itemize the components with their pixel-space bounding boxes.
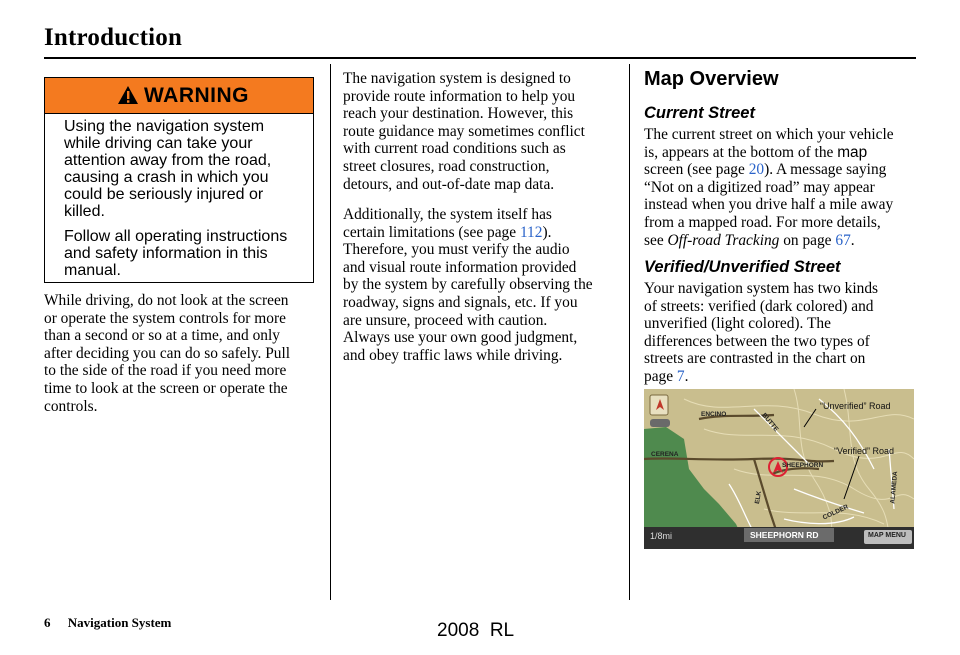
street-label-elk: ELK	[753, 490, 764, 505]
street-label-cerena: CERENA	[651, 451, 679, 458]
warning-text-2: Follow all operating instructions and safety information in this manual.	[64, 228, 288, 279]
warning-triangle-icon	[117, 85, 139, 105]
warning-box	[44, 77, 314, 283]
page-link-20[interactable]: 20	[748, 161, 765, 179]
map-menu-button: MAP MENU	[868, 532, 906, 539]
system-limits-paragraph-2: Additionally, the system itself has certain limitations (see page 112). Therefore, you must verify the audio and visual route information provided by the system by carefully observing the roadway, signs and signals, etc. If you are unsure, proceed with caution. Always use your own good judgment, and obey traffic laws while driving.	[343, 206, 593, 364]
page-title: Introduction	[44, 24, 183, 51]
column-divider-1	[330, 64, 331, 600]
map-graphic	[644, 389, 914, 549]
warning-header	[45, 78, 313, 114]
street-label-butte: BUTTE	[760, 411, 780, 434]
street-label-encino: ENCINO	[701, 411, 727, 418]
warning-label: WARNING	[144, 84, 249, 107]
unverified-road-callout: “Unverified” Road	[820, 401, 891, 411]
warning-text-1: Using the navigation system while driving can take your attention away from the road, causing a crash in which you could be seriously injured or killed.	[64, 118, 272, 220]
street-label-sheephorn: SHEEPHORN	[782, 462, 824, 469]
verified-street-paragraph: Your navigation system has two kinds of streets: verified (dark colored) and unverified (light colored). The differences between the two types of streets are contrasted in the chart on page 7.	[644, 280, 878, 385]
footer-section-name: Navigation System	[67, 615, 172, 630]
page-footer	[44, 615, 171, 631]
page-link-67[interactable]: 67	[835, 231, 851, 249]
column-divider-2	[629, 64, 630, 600]
driving-caution-paragraph: While driving, do not look at the screen or operate the system controls for more than a second or so at a time, and only after deciding you can do so safely. Pull to the side of the road if you need more time to look at the screen or operate the controls.	[44, 292, 291, 415]
footer-model-label: 2008 RL	[437, 620, 515, 641]
section-title-map-overview: Map Overview	[644, 68, 779, 90]
page-number: 6	[44, 615, 51, 630]
north-arrow-icon	[653, 397, 667, 413]
street-label-colder: COLDER	[821, 503, 850, 522]
street-label-alameda: ALAMEDA	[889, 471, 900, 504]
subsection-title-verified-street: Verified/Unverified Street	[644, 258, 841, 276]
system-limits-paragraph-1: The navigation system is designed to provide route information to help you reach your destination. However, this route guidance may sometimes conflict with current road conditions such as street closures, road construction, detours, and out-of-date map data.	[343, 70, 585, 193]
verified-road-callout: “Verified” Road	[834, 446, 895, 456]
subsection-title-current-street: Current Street	[644, 104, 755, 122]
map-scale: 1/8mi	[650, 531, 673, 541]
map-screen-image	[644, 389, 914, 549]
current-street-paragraph: The current street on which your vehicle is, appears at the bottom of the map screen (see page 20). A message saying “Not on a digitized road” may appear instead when you drive half a mile away from a mapped road. For more details, see Off-road Tracking on page 67.	[644, 126, 894, 249]
current-street-display: SHEEPHORN RD	[750, 530, 819, 540]
page-link-7[interactable]: 7	[676, 367, 685, 385]
header-rule	[44, 57, 916, 59]
page-link-112[interactable]: 112	[519, 223, 543, 241]
